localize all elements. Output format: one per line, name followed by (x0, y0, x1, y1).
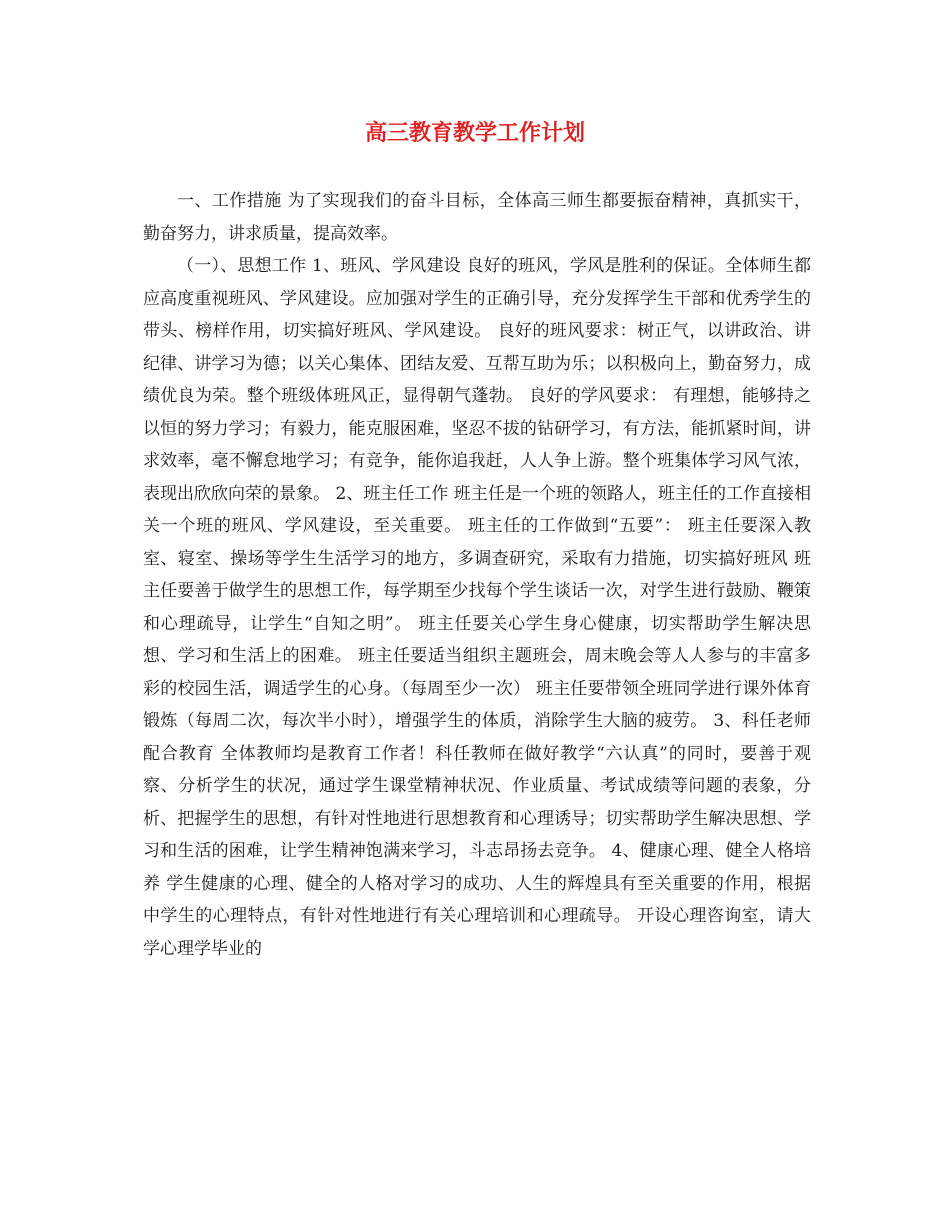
paragraph-ideological-work: （一）、思想工作 1、班风、学风建设 良好的班风，学风是胜利的保证。全体师生都应高度重视班风、学风建设。应加强对学生的正确引导，充分发挥学生干部和优秀学生的带头、榜样作用，切实搞好班风、学风建设。 良好的班风要求：树正气，以讲政治、讲纪律、讲学习为德；以关心集体、团结友爱、互帮互助为乐；以积极向上，勤奋努力，成绩优良为荣。整个班级体班风正，显得朝气蓬勃。 良好的学风要求： 有理想，能够持之以恒的努力学习；有毅力，能克服困难，坚忍不拔的钻研学习，有方法，能抓紧时间，讲求效率，毫不懈怠地学习；有竞争，能你追我赶，人人争上游。整个班集体学习风气浓，表现出欣欣向荣的景象。 2、班主任工作 班主任是一个班的领路人，班主任的工作直接相关一个班的班风、学风建设，至关重要。 班主任的工作做到“五要”： 班主任要深入教室、寝室、操场等学生生活学习的地方，多调查研究，采取有力措施，切实搞好班风 班主任要善于做学生的思想工作，每学期至少找每个学生谈话一次，对学生进行鼓励、鞭策和心理疏导，让学生“自知之明”。 班主任要关心学生身心健康，切实帮助学生解决思想、学习和生活上的困难。 班主任要适当组织主题班会，周末晚会等人人参与的丰富多彩的校园生活，调适学生的心身。（每周至少一次） 班主任要带领全班同学进行课外体育锻炼（每周二次，每次半小时），增强学生的体质，消除学生大脑的疲劳。 3、科任老师配合教育 全体教师均是教育工作者！科任教师在做好教学“六认真”的同时，要善于观察、分析学生的状况，通过学生课堂精神状况、作业质量、考试成绩等问题的表象，分析、把握学生的思想，有针对性地进行思想教育和心理诱导；切实帮助学生解决思想、学习和生活的困难，让学生精神饱满来学习，斗志昂扬去竞争。 4、健康心理、健全人格培养 学生健康的心理、健全的人格对学习的成功、人生的辉煌具有至关重要的作用，根据中学生的心理特点，有针对性地进行有关心理培训和心理疏导。 开设心理咨询室，请大学心理学毕业的 (143, 256, 811, 959)
paragraph-work-measures: 一、工作措施 为了实现我们的奋斗目标，全体高三师生都要振奋精神，真抓实干，勤奋努力，讲求质量，提高效率。 (143, 191, 811, 244)
document-body (143, 185, 811, 965)
document-title: 高三教育教学工作计划 (364, 121, 585, 146)
